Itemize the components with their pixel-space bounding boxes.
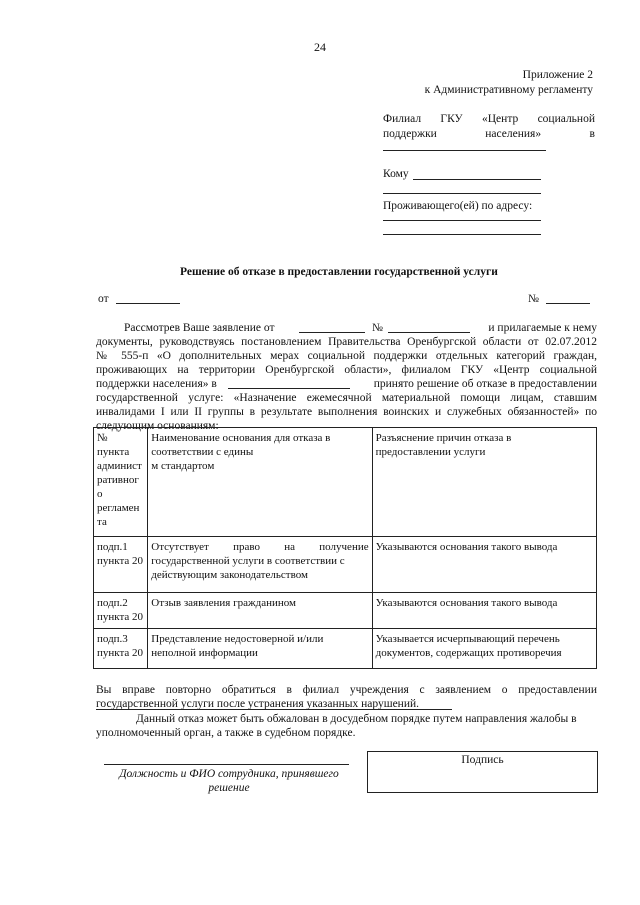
appendix-line-1: Приложение 2 <box>522 69 593 81</box>
header-text-line: соответствии с едины <box>151 446 254 458</box>
point-cell <box>94 593 148 629</box>
reason-line: Представление недостоверной и/или <box>151 633 324 645</box>
application-date-blank <box>299 332 365 333</box>
number-label: № <box>528 293 539 305</box>
point-cell <box>94 537 148 593</box>
explanation-line: Указываются основания такого вывода <box>375 541 558 553</box>
to-label: Кому <box>383 168 409 180</box>
explanation-cell <box>372 593 596 629</box>
appendix-line-2: к Административному регламенту <box>424 84 593 96</box>
addressee-word: населения» <box>485 128 542 140</box>
reason-word: Отсутствует <box>151 541 209 553</box>
header-text-line: регламен <box>97 502 140 514</box>
body-line-5b: принято решение об отказе в предоставлении <box>373 378 597 390</box>
header-text-line: предоставлении услуги <box>375 446 486 458</box>
date-blank-line <box>116 303 180 304</box>
appeal-line-1: Данный отказ может быть обжалован в досудебном порядке путем направления жалобы в <box>136 713 577 725</box>
reapply-line-1: Вы вправе повторно обратиться в филиал учреждения с заявлением о предоставлении <box>96 684 597 696</box>
reapply-line-2: государственной услуги после устранения указанных нарушений. <box>96 698 420 710</box>
reapply-underline <box>96 709 452 710</box>
header-text-line: Наименование основания для отказа в <box>151 432 331 444</box>
table-row <box>94 593 597 629</box>
point-line: подп.1 <box>97 541 128 553</box>
branch-name-blank <box>228 388 350 389</box>
point-line: подп.3 <box>97 633 128 645</box>
position-caption-line-1: Должность и ФИО сотрудника, принявшего <box>119 768 339 780</box>
reason-word: на <box>284 541 296 553</box>
residing-label: Проживающего(ей) по адресу: <box>383 200 533 212</box>
refusal-grounds-table <box>93 427 597 669</box>
reason-line: Отзыв заявления гражданином <box>151 597 296 609</box>
explanation-line: Указываются основания такого вывода <box>375 597 558 609</box>
explanation-cell <box>372 537 596 593</box>
point-cell <box>94 629 148 669</box>
position-blank-line <box>104 764 349 765</box>
position-caption-line-2: решение <box>208 782 250 794</box>
reason-word: право <box>233 541 261 553</box>
addressee-word: поддержки <box>383 128 437 140</box>
header-text-line: та <box>97 516 107 528</box>
body-line-5a: поддержки населения» в <box>96 378 217 390</box>
addressee-word: Филиал <box>383 113 422 125</box>
point-line: пункта 20 <box>97 555 144 567</box>
header-text-line: о <box>97 488 103 500</box>
reason-cell <box>148 537 372 593</box>
page-number: 24 <box>314 40 326 54</box>
address-blank-line-2 <box>383 234 541 235</box>
body-line-1b: № <box>372 322 383 334</box>
number-blank-line <box>546 303 590 304</box>
reason-line <box>151 540 368 554</box>
signature-label: Подпись <box>461 754 504 766</box>
to-blank-line-2 <box>383 193 541 194</box>
body-line-8: следующим основаниям: <box>96 420 219 432</box>
header-cell-reason <box>148 428 372 537</box>
explanation-line: документов, содержащих противоречия <box>375 647 562 659</box>
body-line-1a: Рассмотрев Ваше заявление от <box>124 322 275 334</box>
reason-line: неполной информации <box>151 647 258 659</box>
body-line-7: инвалидами I или II группы в результате выполнения воинских и служебных обязанностей» по <box>96 406 597 418</box>
addressee-word: ГКУ <box>440 113 463 125</box>
body-line-2: документы, руководствуясь постановлением Правительства Оренбургской области от 02.07.2012 <box>96 336 597 348</box>
appeal-line-2: уполномоченный орган, а также в судебном порядке. <box>96 727 356 739</box>
explanation-line: Указывается исчерпывающий перечень <box>375 633 560 645</box>
document-title: Решение об отказе в предоставлении государственной услуги <box>180 266 498 278</box>
to-blank-line <box>413 179 541 180</box>
addressee-branch-line <box>383 112 595 127</box>
header-text-line: Разъяснение причин отказа в <box>375 432 512 444</box>
addressee-word: в <box>589 128 595 140</box>
date-label: от <box>98 293 109 305</box>
addressee-word: «Центр <box>482 113 519 125</box>
point-line: пункта 20 <box>97 647 144 659</box>
table-row <box>94 629 597 669</box>
header-text-line: пункта <box>97 446 130 458</box>
point-line: подп.2 <box>97 597 128 609</box>
header-text-line: ративног <box>97 474 139 486</box>
application-number-blank <box>388 332 470 333</box>
reason-cell <box>148 629 372 669</box>
body-line-3: № 555-п «О дополнительных мерах социальной поддержки отдельных категорий граждан, <box>96 350 597 362</box>
addressee-support-line <box>383 127 595 142</box>
body-line-4: проживающих на территории Оренбургской области», филиалом ГКУ «Центр социальной <box>96 364 597 376</box>
body-line-6: государственной услуге: «Назначение ежемесячной материальной помощи лицам, ставшим <box>96 392 597 404</box>
point-line: пункта 20 <box>97 611 144 623</box>
header-text-line: м стандартом <box>151 460 215 472</box>
body-line-1c: и прилагаемые к нему <box>488 322 597 334</box>
reason-line: государственной услуги в соответствии с <box>151 555 345 567</box>
header-cell-explanation <box>372 428 596 537</box>
header-text-line: админист <box>97 460 142 472</box>
reason-word: получение <box>319 541 369 553</box>
table-row <box>94 537 597 593</box>
signature-box <box>367 751 598 793</box>
reason-cell <box>148 593 372 629</box>
addressee-word: социальной <box>537 113 595 125</box>
explanation-cell <box>372 629 596 669</box>
reason-line: действующим законодательством <box>151 569 308 581</box>
branch-blank-line <box>383 150 546 151</box>
address-blank-line-1 <box>383 220 541 221</box>
header-text-line: № <box>97 432 108 444</box>
header-cell-point <box>94 428 148 537</box>
table-header-row <box>94 428 597 537</box>
